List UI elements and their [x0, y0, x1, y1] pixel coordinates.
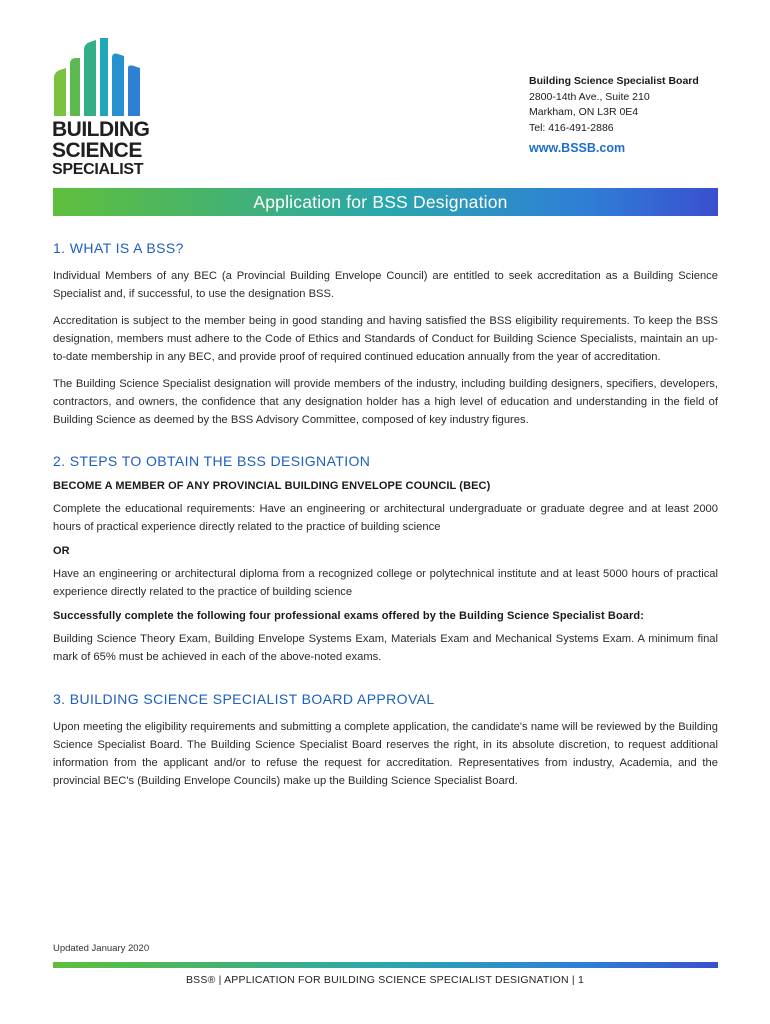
section-1-paragraph-2: Accreditation is subject to the member being in good standing and having satisfied the BSS eligibility requirements. To keep the BSS designation, members must adhere to the Code of Ethics and Standards of Conduct for Building Science Specialists, maintain an up-to-date membership in any BEC, and provide proof of required continued education annually from the year of accreditation.: [53, 315, 718, 363]
board-phone: Tel: 416-491-2886: [529, 121, 614, 134]
section-2-paragraph-degree: Complete the educational requirements: Have an engineering or architectural undergraduate or graduate degree and at least 2000 hours of practical experience directly related to the practice of building science: [53, 503, 718, 533]
section-1-paragraph-3: The Building Science Specialist designation will provide members of the industry, including building designers, specifiers, developers, contractors, and owners, the confidence that any designation holder has a high level of education and understanding in the field of Building Science as deemed by the BSS Advisory Committee, composed of key industry figures.: [53, 378, 718, 426]
title-banner: [53, 188, 718, 216]
logo-line-science: SCIENCE: [52, 139, 142, 162]
board-address-line2: Markham, ON L3R 0E4: [529, 106, 639, 118]
board-address-line1: 2800-14th Ave., Suite 210: [529, 90, 650, 103]
section-2-or: OR: [53, 545, 70, 557]
footer-gradient-bar: [53, 962, 718, 968]
section-2-subheading-exams: Successfully complete the following four professional exams offered by the Building Science Specialist Board:: [53, 610, 644, 622]
board-website-link[interactable]: www.BSSB.com: [529, 141, 626, 155]
board-contact-block: [529, 74, 699, 157]
board-name: Building Science Specialist Board: [529, 75, 699, 87]
document-body: [53, 240, 718, 799]
section-2-heading: 2. STEPS TO OBTAIN THE BSS DESIGNATION: [53, 453, 371, 469]
bss-logo: [50, 36, 160, 176]
section-2-paragraph-diploma: Have an engineering or architectural diploma from a recognized college or polytechnical institute and at least 5000 hours of practical experience directly related to the practice of building science: [53, 568, 718, 598]
logo-wordmark: [52, 119, 150, 178]
section-3-heading: 3. BUILDING SCIENCE SPECIALIST BOARD APPROVAL: [53, 691, 435, 707]
logo-line-building: BUILDING: [52, 118, 150, 141]
page-footer: BSS® | APPLICATION FOR BUILDING SCIENCE SPECIALIST DESIGNATION | 1: [185, 974, 585, 986]
section-3-paragraph-1: Upon meeting the eligibility requirements and submitting a complete application, the candidate's name will be reviewed by the Building Science Specialist Board. The Building Science Specialist Board reserves the right, in its absolute discretion, to request additional information from the applicant and/or to refuse the request for accreditation. Representatives from industry, Academia, and the provincial BEC's (Building Envelope Councils) make up the Building Science Specialist Board.: [53, 721, 718, 787]
section-1-paragraph-1: Individual Members of any BEC (a Provincial Building Envelope Council) are entitled to seek accreditation as a Building Science Specialist and, if successful, to use the designation BSS.: [53, 270, 718, 300]
logo-line-specialist: SPECIALIST: [52, 161, 144, 178]
document-title: Application for BSS Designation: [253, 191, 508, 212]
section-1-heading: 1. WHAT IS A BSS?: [53, 240, 184, 256]
updated-date: Updated January 2020: [53, 943, 150, 954]
section-2-subheading-bec: BECOME A MEMBER OF ANY PROVINCIAL BUILDING ENVELOPE COUNCIL (BEC): [53, 480, 491, 492]
logo-bars-icon: [50, 36, 160, 126]
section-2-paragraph-exams: Building Science Theory Exam, Building Envelope Systems Exam, Materials Exam and Mechanical Systems Exam. A minimum final mark of 65% must be achieved in each of the above-noted exams.: [53, 633, 718, 663]
